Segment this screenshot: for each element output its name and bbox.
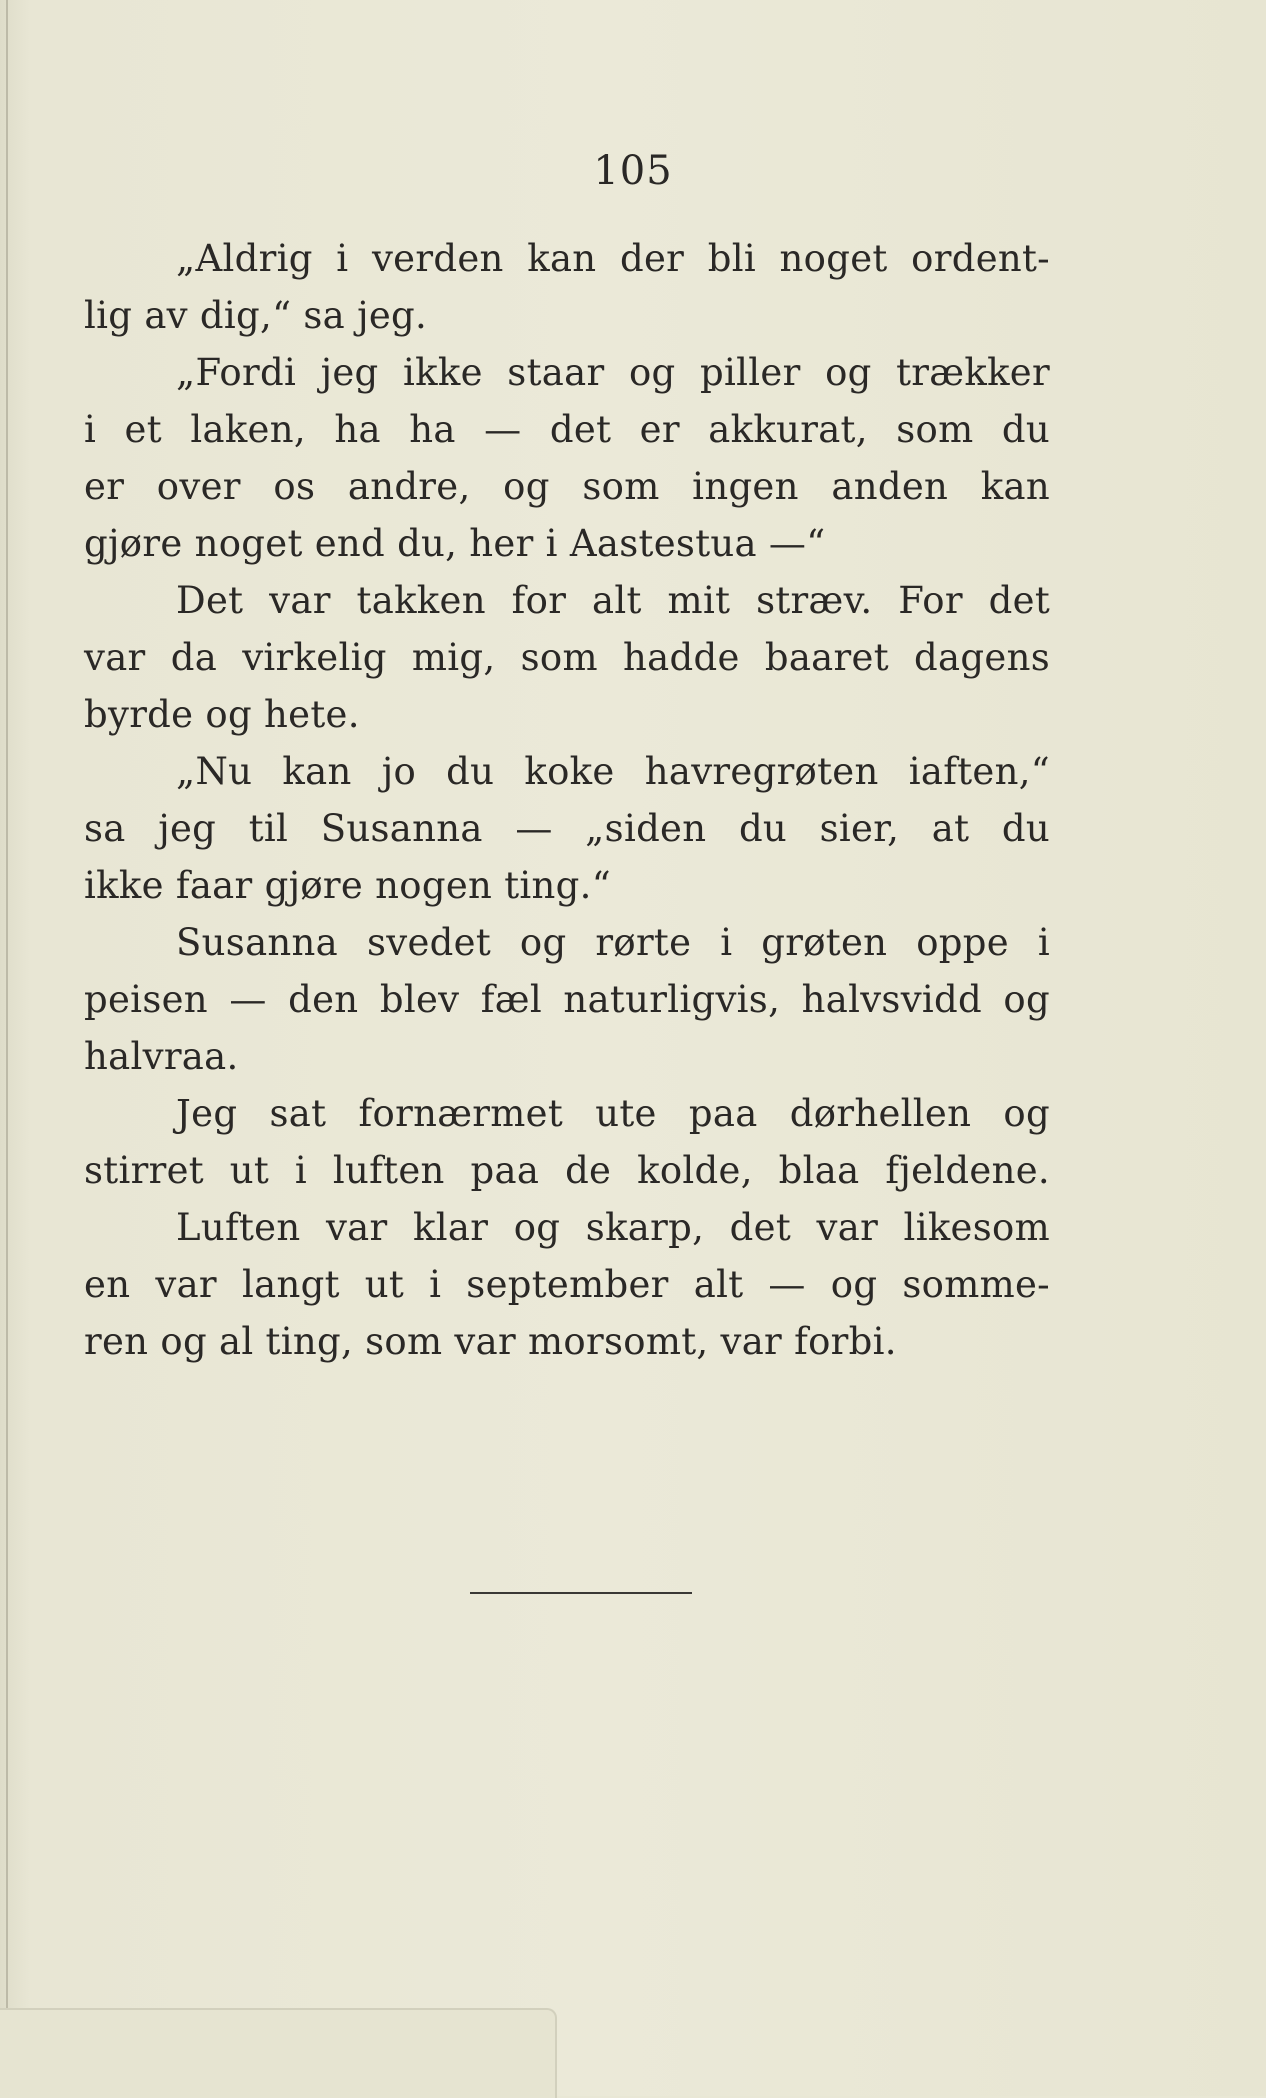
text-line: sa jeg til Susanna — „siden du sier, at du bbox=[84, 807, 1050, 850]
text-line: gjøre noget end du, her i Aastestua —“ bbox=[84, 522, 826, 565]
text-line: er over os andre, og som ingen anden kan bbox=[84, 465, 1050, 508]
section-end-rule bbox=[470, 1592, 692, 1594]
text-line: „Aldrig i verden kan der bli noget ordent- bbox=[176, 237, 1050, 280]
text-line: Jeg sat fornærmet ute paa dørhellen og bbox=[176, 1092, 1050, 1135]
text-line: i et laken, ha ha — det er akkurat, som du bbox=[84, 408, 1050, 451]
text-line: en var langt ut i september alt — og somme- bbox=[84, 1263, 1050, 1306]
text-line: Susanna svedet og rørte i grøten oppe i bbox=[176, 921, 1050, 964]
page-bottom-tab bbox=[0, 2008, 557, 2098]
text-line: „Nu kan jo du koke havregrøten iaften,“ bbox=[176, 750, 1050, 793]
text-line: stirret ut i luften paa de kolde, blaa fjeldene. bbox=[84, 1149, 1050, 1192]
text-line: „Fordi jeg ikke staar og piller og trækker bbox=[176, 351, 1050, 394]
text-line: ikke faar gjøre nogen ting.“ bbox=[84, 864, 611, 907]
page-left-edge bbox=[6, 0, 8, 2096]
text-line: halvraa. bbox=[84, 1035, 239, 1078]
text-line: Det var takken for alt mit stræv. For det bbox=[176, 579, 1050, 622]
text-line: ren og al ting, som var morsomt, var forbi. bbox=[84, 1320, 897, 1363]
text-line: peisen — den blev fæl naturligvis, halvsvidd og bbox=[84, 978, 1050, 1021]
text-line: var da virkelig mig, som hadde baaret dagens bbox=[84, 636, 1050, 679]
text-line: lig av dig,“ sa jeg. bbox=[84, 294, 428, 337]
text-line: Luften var klar og skarp, det var likesom bbox=[176, 1206, 1050, 1249]
page-number: 105 bbox=[593, 148, 673, 194]
text-line: byrde og hete. bbox=[84, 693, 360, 736]
